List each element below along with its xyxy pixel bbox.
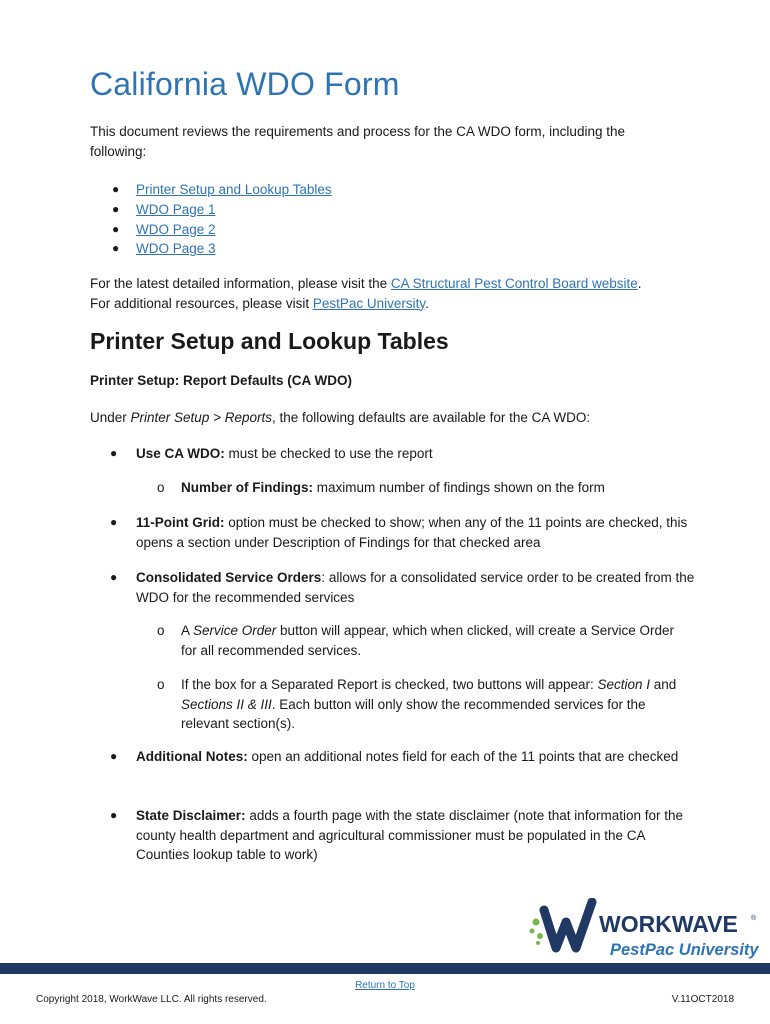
ca-pest-board-link[interactable]: CA Structural Pest Control Board website: [390, 276, 638, 291]
section-intro: [90, 408, 710, 428]
bullet-icon: ●: [110, 515, 118, 529]
logo-product: PestPac University: [610, 941, 759, 959]
bullet-icon: ●: [112, 182, 120, 196]
bullet-icon: ●: [112, 241, 120, 256]
item-label: 11-Point Grid:: [136, 515, 225, 530]
toc-item: [90, 200, 332, 220]
list-item-use-ca-wdo: [110, 444, 696, 464]
menu-path-separator: >: [209, 410, 225, 425]
logo-brand: WORKWAVE: [599, 911, 738, 937]
item-label: Use CA WDO:: [136, 446, 225, 461]
item-label: Number of Findings:: [181, 480, 313, 495]
info-text: .: [425, 295, 429, 311]
toc-item: [90, 180, 332, 200]
toc-link-wdo-page-1[interactable]: WDO Page 1: [136, 201, 216, 217]
item-text: must be checked to use the report: [224, 446, 433, 461]
toc-item: [90, 220, 332, 240]
toc-link-printer-setup[interactable]: Printer Setup and Lookup Tables: [136, 182, 332, 197]
bullet-icon: ●: [110, 749, 118, 763]
logo-mark-icon: [530, 902, 593, 948]
item-emphasis: Sections II & III: [181, 696, 272, 712]
info-text: .: [637, 276, 642, 291]
bullet-icon: ●: [112, 201, 120, 216]
footer-copyright: Copyright 2018, WorkWave LLC. All rights reserved.: [36, 994, 267, 1005]
item-text: A: [181, 623, 194, 638]
item-text: open an additional notes field for each of the 11 points that are checked: [247, 749, 679, 764]
sub-item-service-order: [157, 621, 681, 660]
item-label: State Disclaimer:: [136, 808, 246, 823]
footer-bar: [0, 963, 770, 974]
item-text: . Each button will only show the recommended services for the relevant section(s).: [181, 696, 646, 731]
circle-bullet-icon: o: [157, 623, 165, 638]
info-paragraph: [90, 274, 710, 313]
toc-item: [90, 239, 332, 259]
item-emphasis: Service Order: [193, 623, 277, 638]
bullet-icon: ●: [112, 221, 120, 236]
item-text: If the box for a Separated Report is checked, two buttons will appear:: [181, 677, 598, 692]
info-text: For additional resources, please visit: [90, 295, 313, 311]
bullet-icon: ●: [110, 446, 118, 460]
sub-item-number-of-findings: [157, 478, 681, 498]
item-text: adds a fourth page with the state disclaimer (note that information for the county health department and agricultural commissioner must be populated in the CA Counties lookup table to work): [136, 808, 684, 862]
item-text: and: [650, 677, 677, 692]
menu-path-reports: Reports: [224, 410, 272, 425]
intro-line-2: following:: [90, 143, 147, 159]
return-to-top-link[interactable]: Return to Top: [355, 980, 415, 991]
circle-bullet-icon: o: [157, 480, 165, 495]
list-item-state-disclaimer: [110, 806, 696, 865]
toc-list: [90, 180, 332, 259]
bullet-icon: ●: [110, 570, 118, 584]
item-text: button will appear, which when clicked, will create a Service Order for all recommended services.: [181, 623, 674, 658]
item-label: Additional Notes:: [136, 749, 248, 764]
intro-text: Under: [90, 410, 131, 425]
item-text: : allows for a consolidated service order to be created from the WDO for the recommended services: [136, 570, 695, 605]
item-emphasis: Section I: [597, 677, 651, 692]
page-title: California WDO Form: [90, 66, 400, 102]
toc-link-wdo-page-3[interactable]: WDO Page 3: [136, 241, 216, 257]
intro-text: , the following defaults are available for the CA WDO:: [272, 410, 591, 425]
section-subheading: Printer Setup: Report Defaults (CA WDO): [90, 373, 353, 388]
sub-item-separated-report: [157, 675, 681, 734]
return-to-top-row: [0, 980, 770, 991]
toc-link-wdo-page-2[interactable]: WDO Page 2: [136, 221, 216, 237]
logo-registered: ®: [751, 915, 757, 922]
menu-path-printer-setup: Printer Setup: [130, 410, 210, 425]
list-item-consolidated-service-orders: [110, 568, 696, 607]
pestpac-university-link[interactable]: PestPac University: [312, 295, 426, 311]
list-item-additional-notes: [110, 747, 696, 767]
section-heading: Printer Setup and Lookup Tables: [90, 328, 449, 354]
item-label: Consolidated Service Orders: [136, 570, 322, 585]
info-text: For the latest detailed information, please visit the: [90, 276, 391, 291]
list-item-11-point-grid: [110, 513, 696, 552]
item-text: maximum number of findings shown on the form: [313, 480, 605, 495]
intro-paragraph: [90, 122, 690, 161]
intro-line-1: This document reviews the requirements and process for the CA WDO form, including the: [90, 124, 625, 139]
item-text: option must be checked to show; when any of the 11 points are checked, this opens a section under Description of Findings for that checked area: [136, 515, 688, 550]
bullet-icon: ●: [110, 808, 118, 822]
circle-bullet-icon: o: [157, 677, 165, 692]
footer-version: V.11OCT2018: [671, 994, 734, 1005]
workwave-logo: [528, 898, 763, 966]
